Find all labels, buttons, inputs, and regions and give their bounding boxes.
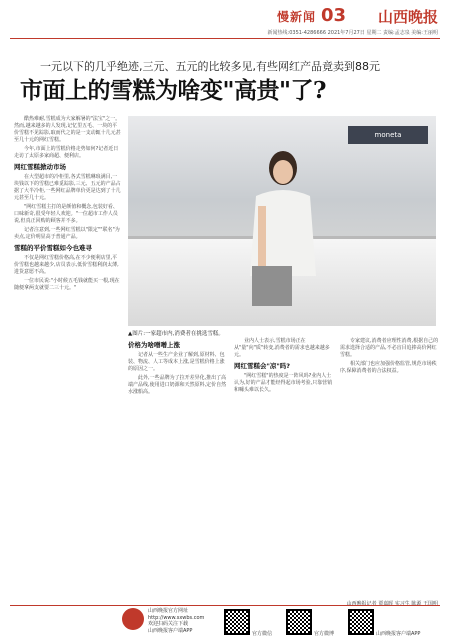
news-photo — [128, 116, 436, 326]
body-paragraph: 在大型超市的冷柜里,各式雪糕琳琅满目,一块钱以下的雪糕已难觅踪影,三元、五元的产品占据了大半冷柜,一些网红品牌单价更是达到了十几元甚至几十元。 — [14, 174, 121, 201]
qr-label: 山西晚报客户端APP — [376, 631, 421, 637]
paper-emblem-icon — [122, 608, 144, 630]
body-paragraph: 专家建议,消费者应理性消费,根据自己的需求选择合适的产品,不必盲目追捧高价网红雪糕。 — [340, 338, 439, 358]
body-paragraph: 此外,一些品牌为了拉开差异化,推出了高端产品线,使用进口奶源和天然原料,定价自然水涨船高。 — [128, 375, 227, 395]
footer-line: 山西晚报官方网址 — [148, 608, 189, 614]
section-name: 慢新闻 — [276, 10, 316, 24]
column-3 — [234, 338, 334, 396]
qr-label: 官方微信 — [252, 631, 273, 637]
store-sign: moneta — [348, 126, 428, 144]
body-paragraph: "网红雪糕主打的是颜值和概念,包装好看、口味新奇,很受年轻人欢迎。"一位超市工作人员说,但真正回购的顾客并不多。 — [14, 204, 118, 224]
qr-code-icon[interactable] — [348, 609, 374, 635]
section-title: 价格为啥噌噌上涨 — [128, 341, 180, 349]
column-4 — [340, 338, 440, 377]
footer-info — [148, 608, 204, 634]
page-number: 03 — [320, 5, 346, 26]
byline: 山西晚报记者 贾嘉晖 实习生 陈源 王国明 — [346, 601, 438, 607]
body-paragraph: "网红雪糕"的热度是一阵风吗?业内人士认为,好的产品才能经得起市场考验,只靠营销和噱头难以长久。 — [234, 373, 333, 393]
body-paragraph: 记者从一些生产企业了解到,原材料、包装、物流、人工等成本上涨,是雪糕价格上涨的原因之一。 — [128, 352, 225, 372]
paper-logo: 山西晚报 — [377, 8, 438, 26]
column-1 — [14, 116, 122, 294]
intro-paragraph: 今年,市面上的雪糕价格走势如何?记者近日走访了太原多家商超、便利店。 — [14, 146, 119, 159]
section-title: 网红雪糕掀动市场 — [14, 163, 66, 171]
masthead-meta: 新闻热线:0351-4286666 2021年7月27日 星期二 责编:孟志泉 美编:王丽明 — [267, 30, 438, 36]
body-paragraph: 业内人士表示,雪糕市场正在从"量"向"质"转变,消费者的需求也越来越多元。 — [234, 338, 330, 358]
masthead — [10, 0, 440, 50]
qr-code-icon[interactable] — [286, 609, 312, 635]
website-link[interactable]: http://www.sxwbs.com — [148, 614, 205, 621]
qr-label: 官方微博 — [314, 631, 335, 637]
body-paragraph: 不仅是网红雪糕价格高,在不少便利店里,平价雪糕也越来越少,店员表示,低价雪糕利润太薄,进货意愿不高。 — [14, 255, 119, 275]
qr-code-icon[interactable] — [224, 609, 250, 635]
masthead-rule — [10, 38, 440, 39]
body-paragraph: 一位市民说:"小时候五毛钱就能买一根,现在随便拿两支就要二三十元。" — [14, 278, 120, 291]
body-paragraph: 相关部门也应加强价格监管,规范市场秩序,保障消费者的合法权益。 — [340, 361, 437, 374]
footer-line: 山西晚报客户端APP — [148, 627, 193, 634]
column-2 — [128, 338, 228, 398]
section-title: 网红雪糕会"凉"吗? — [234, 362, 291, 370]
section-title: 雪糕的平价雪糕如今也难寻 — [14, 244, 92, 252]
footer — [10, 605, 440, 637]
footer-line: 欢迎扫码关注下载 — [148, 621, 189, 627]
headline: 市面上的雪糕为啥变"高贵"了? — [20, 77, 326, 104]
shopper-figure — [238, 146, 328, 326]
subheadline: 一元以下的几乎绝迹,三元、五元的比较多见,有些网红产品竟卖到88元 — [40, 60, 380, 73]
body-paragraph: 记者注意到,一些网红雪糕以"限定""联名"为卖点,定价明显高于普通产品。 — [14, 227, 120, 240]
photo-caption: ▲图片:一家超市内,消费者在挑选雪糕。 — [128, 331, 224, 337]
intro-paragraph: 酷热难耐,雪糕成为大家解暑的"法宝"之一。然而,越来越多的人发现,记忆里五毛、一块的平价雪糕不见踪影,取而代之的是一支动辄十几元甚至几十元的网红雪糕。 — [14, 116, 121, 143]
